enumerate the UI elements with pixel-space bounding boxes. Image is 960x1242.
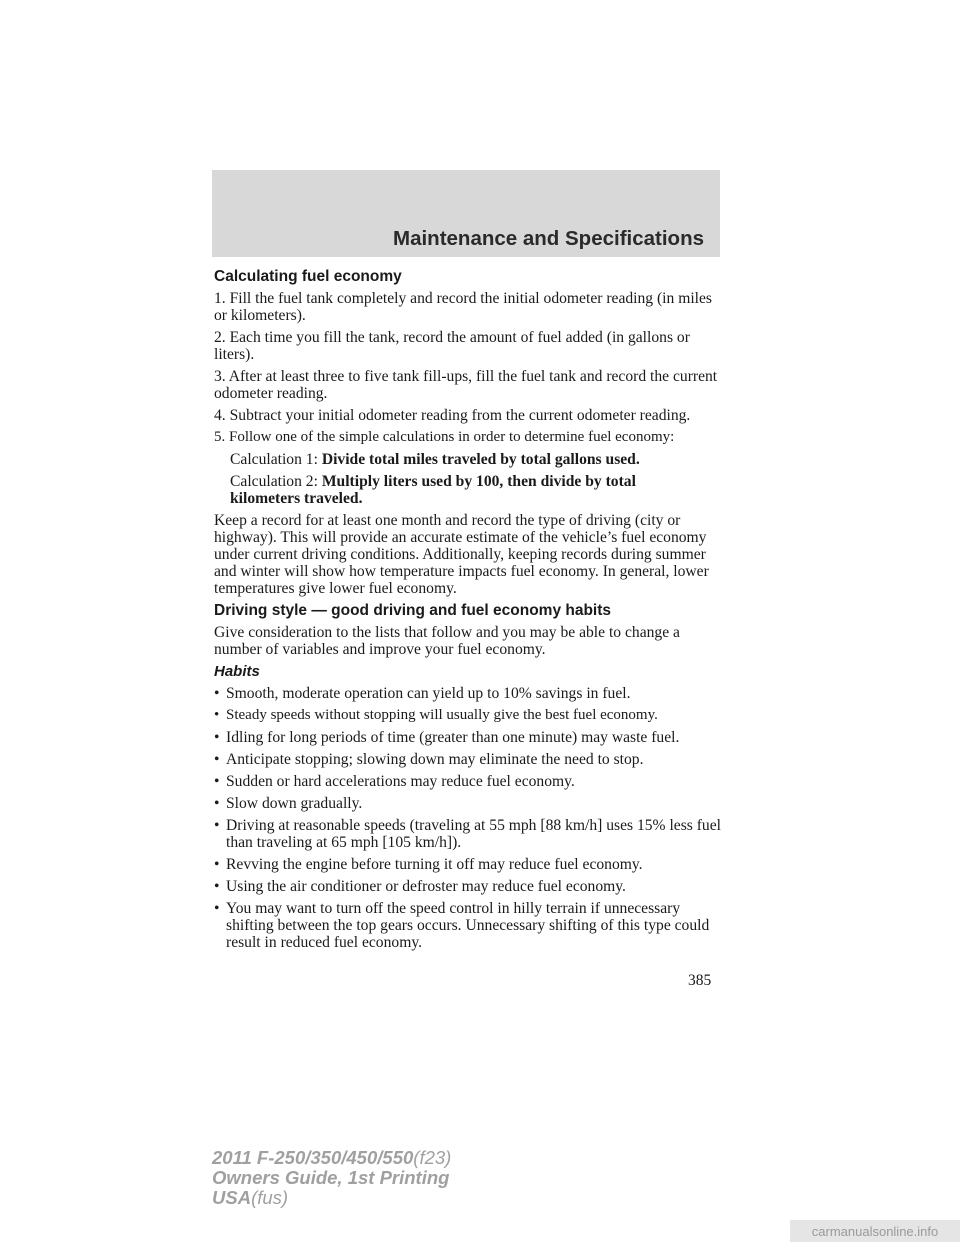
print-footer — [212, 1148, 451, 1208]
calc1-label: Calculation 1: — [230, 451, 318, 468]
footer-region: USA — [212, 1187, 252, 1208]
bullet-icon: • — [214, 817, 220, 834]
bullet-icon: • — [214, 729, 220, 746]
page-number: 385 — [688, 972, 712, 989]
calc2-label: Calculation 2: — [230, 473, 318, 490]
step-5: 5. Follow one of the simple calculations in order to determine fuel economy: — [214, 429, 675, 445]
step-1: 1. Fill the fuel tank completely and record the initial odometer reading (in miles or kilometers). — [214, 290, 712, 324]
driving-style-heading: Driving style — good driving and fuel economy habits — [214, 602, 612, 619]
calculation-1 — [214, 451, 722, 468]
footer-printing: Owners Guide, 1st Printing — [212, 1167, 450, 1188]
bullet-icon: • — [214, 707, 220, 723]
bullet-icon: • — [214, 900, 220, 917]
record-paragraph: Keep a record for at least one month and record the type of driving (city or highway). This will provide an accurate estimate of the vehicle’s fuel economy under current driving conditions. Additionally, keeping records during summer and winter will show how temperature impacts fuel economy. In general, lower temperatures give lower fuel economy. — [214, 512, 709, 597]
calc-heading: Calculating fuel economy — [214, 268, 402, 285]
driving-style-paragraph: Give consideration to the lists that follow and you may be able to change a number of variables and improve your fuel economy. — [214, 624, 680, 658]
calc2-text-b: kilometers traveled. — [230, 490, 363, 507]
bullet-icon: • — [214, 878, 220, 895]
list-item: • Revving the engine before turning it off may reduce fuel economy. — [214, 856, 643, 873]
watermark-link[interactable]: carmanualsonline.info — [790, 1220, 960, 1242]
footer-region-code: (fus) — [251, 1187, 289, 1208]
bullet-icon: • — [214, 773, 220, 790]
bullet-icon: • — [214, 685, 220, 702]
habits-heading: Habits — [214, 663, 260, 680]
list-item: • Slow down gradually. — [214, 795, 363, 812]
bullet-icon: • — [214, 856, 220, 873]
section-header-band — [212, 170, 720, 257]
list-item: • You may want to turn off the speed control in hilly terrain if unnecessary shifting between the top gears occurs. Unnecessary shifting of this type could result in reduced fuel economy. — [214, 900, 710, 951]
section-title: Maintenance and Specifications — [393, 227, 704, 250]
list-item: • Steady speeds without stopping will usually give the best fuel economy. — [214, 707, 658, 723]
calculation-2 — [214, 473, 722, 507]
list-item: • Using the air conditioner or defroster may reduce fuel economy. — [214, 878, 626, 895]
page-content — [214, 268, 722, 956]
step-2: 2. Each time you fill the tank, record the amount of fuel added (in gallons or liters). — [214, 329, 690, 363]
step-3: 3. After at least three to five tank fill-ups, fill the fuel tank and record the current odometer reading. — [214, 368, 718, 402]
list-item: • Idling for long periods of time (greater than one minute) may waste fuel. — [214, 729, 680, 746]
footer-model: 2011 F-250/350/450/550 — [212, 1147, 414, 1168]
footer-code: (f23) — [413, 1147, 452, 1168]
bullet-icon: • — [214, 795, 220, 812]
list-item: • Anticipate stopping; slowing down may eliminate the need to stop. — [214, 751, 644, 768]
bullet-icon: • — [214, 751, 220, 768]
step-4: 4. Subtract your initial odometer reading from the current odometer reading. — [214, 407, 691, 424]
calc2-text-a: Multiply liters used by 100, then divide by total — [321, 473, 636, 490]
list-item: • Sudden or hard accelerations may reduce fuel economy. — [214, 773, 575, 790]
list-item: • Driving at reasonable speeds (traveling at 55 mph [88 km/h] uses 15% less fuel than traveling at 65 mph [105 km/h]). — [214, 817, 721, 851]
habits-list — [214, 685, 722, 951]
calc1-text: Divide total miles traveled by total gallons used. — [321, 451, 640, 468]
list-item: • Smooth, moderate operation can yield up to 10% savings in fuel. — [214, 685, 631, 702]
